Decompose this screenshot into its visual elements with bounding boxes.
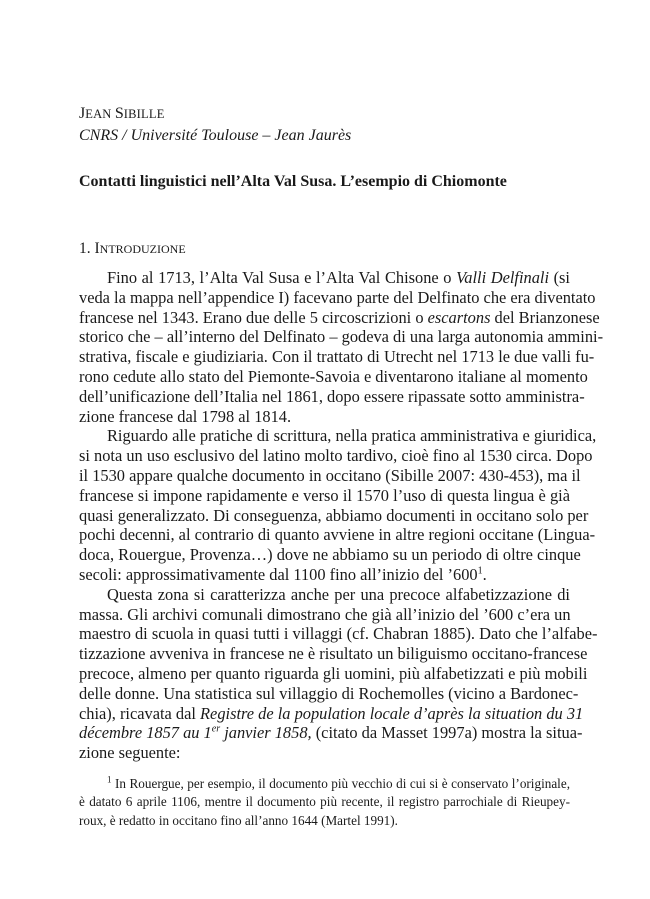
- text-run: è datato 6 aprile 1106, mentre il documento più recente, il registro parrochiale di Rieupey-: [79, 794, 570, 810]
- italic-run: Valli Delfinali: [456, 268, 549, 287]
- section-number: 1. I: [79, 240, 100, 257]
- text-run: maestro di scuola in quasi tutti i villaggi (cf. Chabran 1885). Dato che l’alfabe-: [79, 624, 598, 644]
- text-line: [79, 465, 581, 486]
- text-run: si nota un uso esclusivo del latino molto tardivo, cioè fino al 1530 circa. Dopo: [79, 446, 593, 466]
- author-affiliation: CNRS / Université Toulouse – Jean Jaurès: [79, 127, 352, 144]
- text-run: In Rouergue, per esempio, il documento più vecchio di cui si è conservato l’originale,: [111, 776, 570, 791]
- text-run: Riguardo alle pratiche di scrittura, nella pratica amministrativa e giuridica,: [107, 426, 597, 446]
- author-first-rest: EAN: [85, 107, 115, 121]
- text-line: [79, 565, 570, 585]
- text-line: [79, 486, 570, 506]
- footnote-line: [79, 812, 570, 830]
- text-run: secoli: approssimativamente dal 1100 fino all’inizio del ’600: [79, 564, 478, 584]
- footnote-line: [79, 793, 570, 811]
- author-last-initial: S: [114, 105, 124, 122]
- text-run: strativa, fiscale e giudiziaria. Con il trattato di Utrecht nel 1713 le due valli fu-: [79, 347, 595, 367]
- text-run: francese si impone rapidamente e verso il 1570 l’uso di questa lingua è già: [79, 485, 570, 505]
- text-run: roux, è redatto in occitano fino all’anno 1644 (Martel 1991).: [79, 812, 398, 828]
- text-line: [79, 505, 589, 526]
- body-text: [79, 268, 604, 763]
- text-line: [79, 605, 570, 625]
- superscript-run: er: [211, 723, 221, 735]
- text-run: zione seguente:: [79, 743, 181, 763]
- text-line: [79, 644, 588, 664]
- text-run: il 1530 appare qualche documento in occitano (Sibille 2007: 430-453), ma il: [79, 465, 581, 485]
- text-run: .: [482, 564, 487, 584]
- text-run: doca, Rouergue, Provenza…) dove ne abbiamo su un periodo di oltre cinque: [79, 545, 581, 565]
- text-line: [79, 723, 583, 743]
- author-name: [79, 103, 165, 125]
- text-line: [79, 347, 595, 367]
- text-line: [79, 287, 596, 308]
- footnote: [79, 775, 570, 830]
- text-line: [79, 525, 596, 545]
- section-name: NTRODUZIONE: [99, 242, 186, 256]
- text-run: zione francese dal 1798 al 1814.: [79, 406, 292, 426]
- text-line: [79, 545, 581, 565]
- footnote-reference: 1: [477, 565, 483, 577]
- text-line: [79, 663, 588, 684]
- text-run: Fino al 1713, l’Alta Val Susa e l’Alta Val Chisone o: [107, 268, 457, 287]
- text-line: [79, 703, 584, 724]
- text-run: del Brianzonese: [490, 307, 600, 327]
- italic-run: Registre de la population locale d’après la situation du 31: [200, 703, 584, 723]
- author-first-initial: J: [79, 105, 86, 122]
- paragraph: [79, 584, 598, 763]
- footnote-mark: 1: [107, 774, 112, 785]
- text-line: [79, 327, 604, 347]
- text-run: storico che – all’interno del Delfinato – godeva di una larga autonomia ammini-: [79, 327, 604, 347]
- text-run: massa. Gli archivi comunali dimostrano che già all’inizio del ’600 c’era un: [79, 604, 571, 624]
- text-line: [79, 426, 597, 446]
- text-line: [79, 585, 570, 605]
- text-run: pochi decenni, al contrario di quanto avviene in altre regioni occitane (Lingua-: [79, 525, 596, 545]
- text-run: delle donne. Una statistica sul villaggio di Rochemolles (vicino a Bardonec-: [79, 683, 579, 703]
- text-line: [79, 683, 579, 704]
- text-run: veda la mappa nell’appendice I) facevano parte del Delfinato che era diventato: [79, 287, 596, 307]
- paragraph: [79, 268, 604, 426]
- text-line: [79, 407, 570, 427]
- footnote-line: [79, 775, 570, 793]
- text-line: [79, 268, 570, 288]
- text-run: dell’unificazione dell’Italia nel 1861, dopo essere ripassate sotto amministra-: [79, 386, 585, 406]
- section-heading: [79, 238, 186, 260]
- italic-run: décembre 1857 au 1: [79, 723, 212, 743]
- text-line: [79, 386, 585, 407]
- text-run: rono cedute allo stato del Piemonte-Savoia e diventarono italiane al momento: [79, 366, 588, 386]
- italic-run: escartons: [427, 307, 491, 327]
- text-line: [79, 366, 588, 387]
- text-line: [79, 743, 570, 763]
- text-line: [79, 446, 593, 466]
- italic-run: janvier 1858,: [220, 723, 312, 743]
- paragraph: [79, 426, 597, 584]
- text-run: quasi generalizzato. Di conseguenza, abbiamo documenti in occitano solo per: [79, 505, 589, 525]
- text-run: chia), ricavata dal: [79, 703, 201, 723]
- text-line: [79, 624, 598, 644]
- text-run: (citato da Masset 1997a) mostra la situa-: [311, 723, 583, 743]
- text-run: tizzazione avveniva in francese ne è risultato un biliguismo occitano-francese: [79, 644, 588, 664]
- text-run: (si: [549, 268, 570, 287]
- text-run: francese nel 1343. Erano due delle 5 circoscrizioni o: [79, 307, 428, 327]
- text-run: precoce, almeno per quanto riguarda gli uomini, più alfabetizzati e più mobili: [79, 663, 588, 683]
- author-last-rest: IBILLE: [123, 107, 165, 121]
- paper-title: Contatti linguistici nell’Alta Val Susa. L’esempio di Chiomonte: [79, 173, 507, 190]
- text-line: [79, 307, 600, 328]
- text-run: Questa zona si caratterizza anche per una precoce alfabetizzazione di: [107, 584, 570, 604]
